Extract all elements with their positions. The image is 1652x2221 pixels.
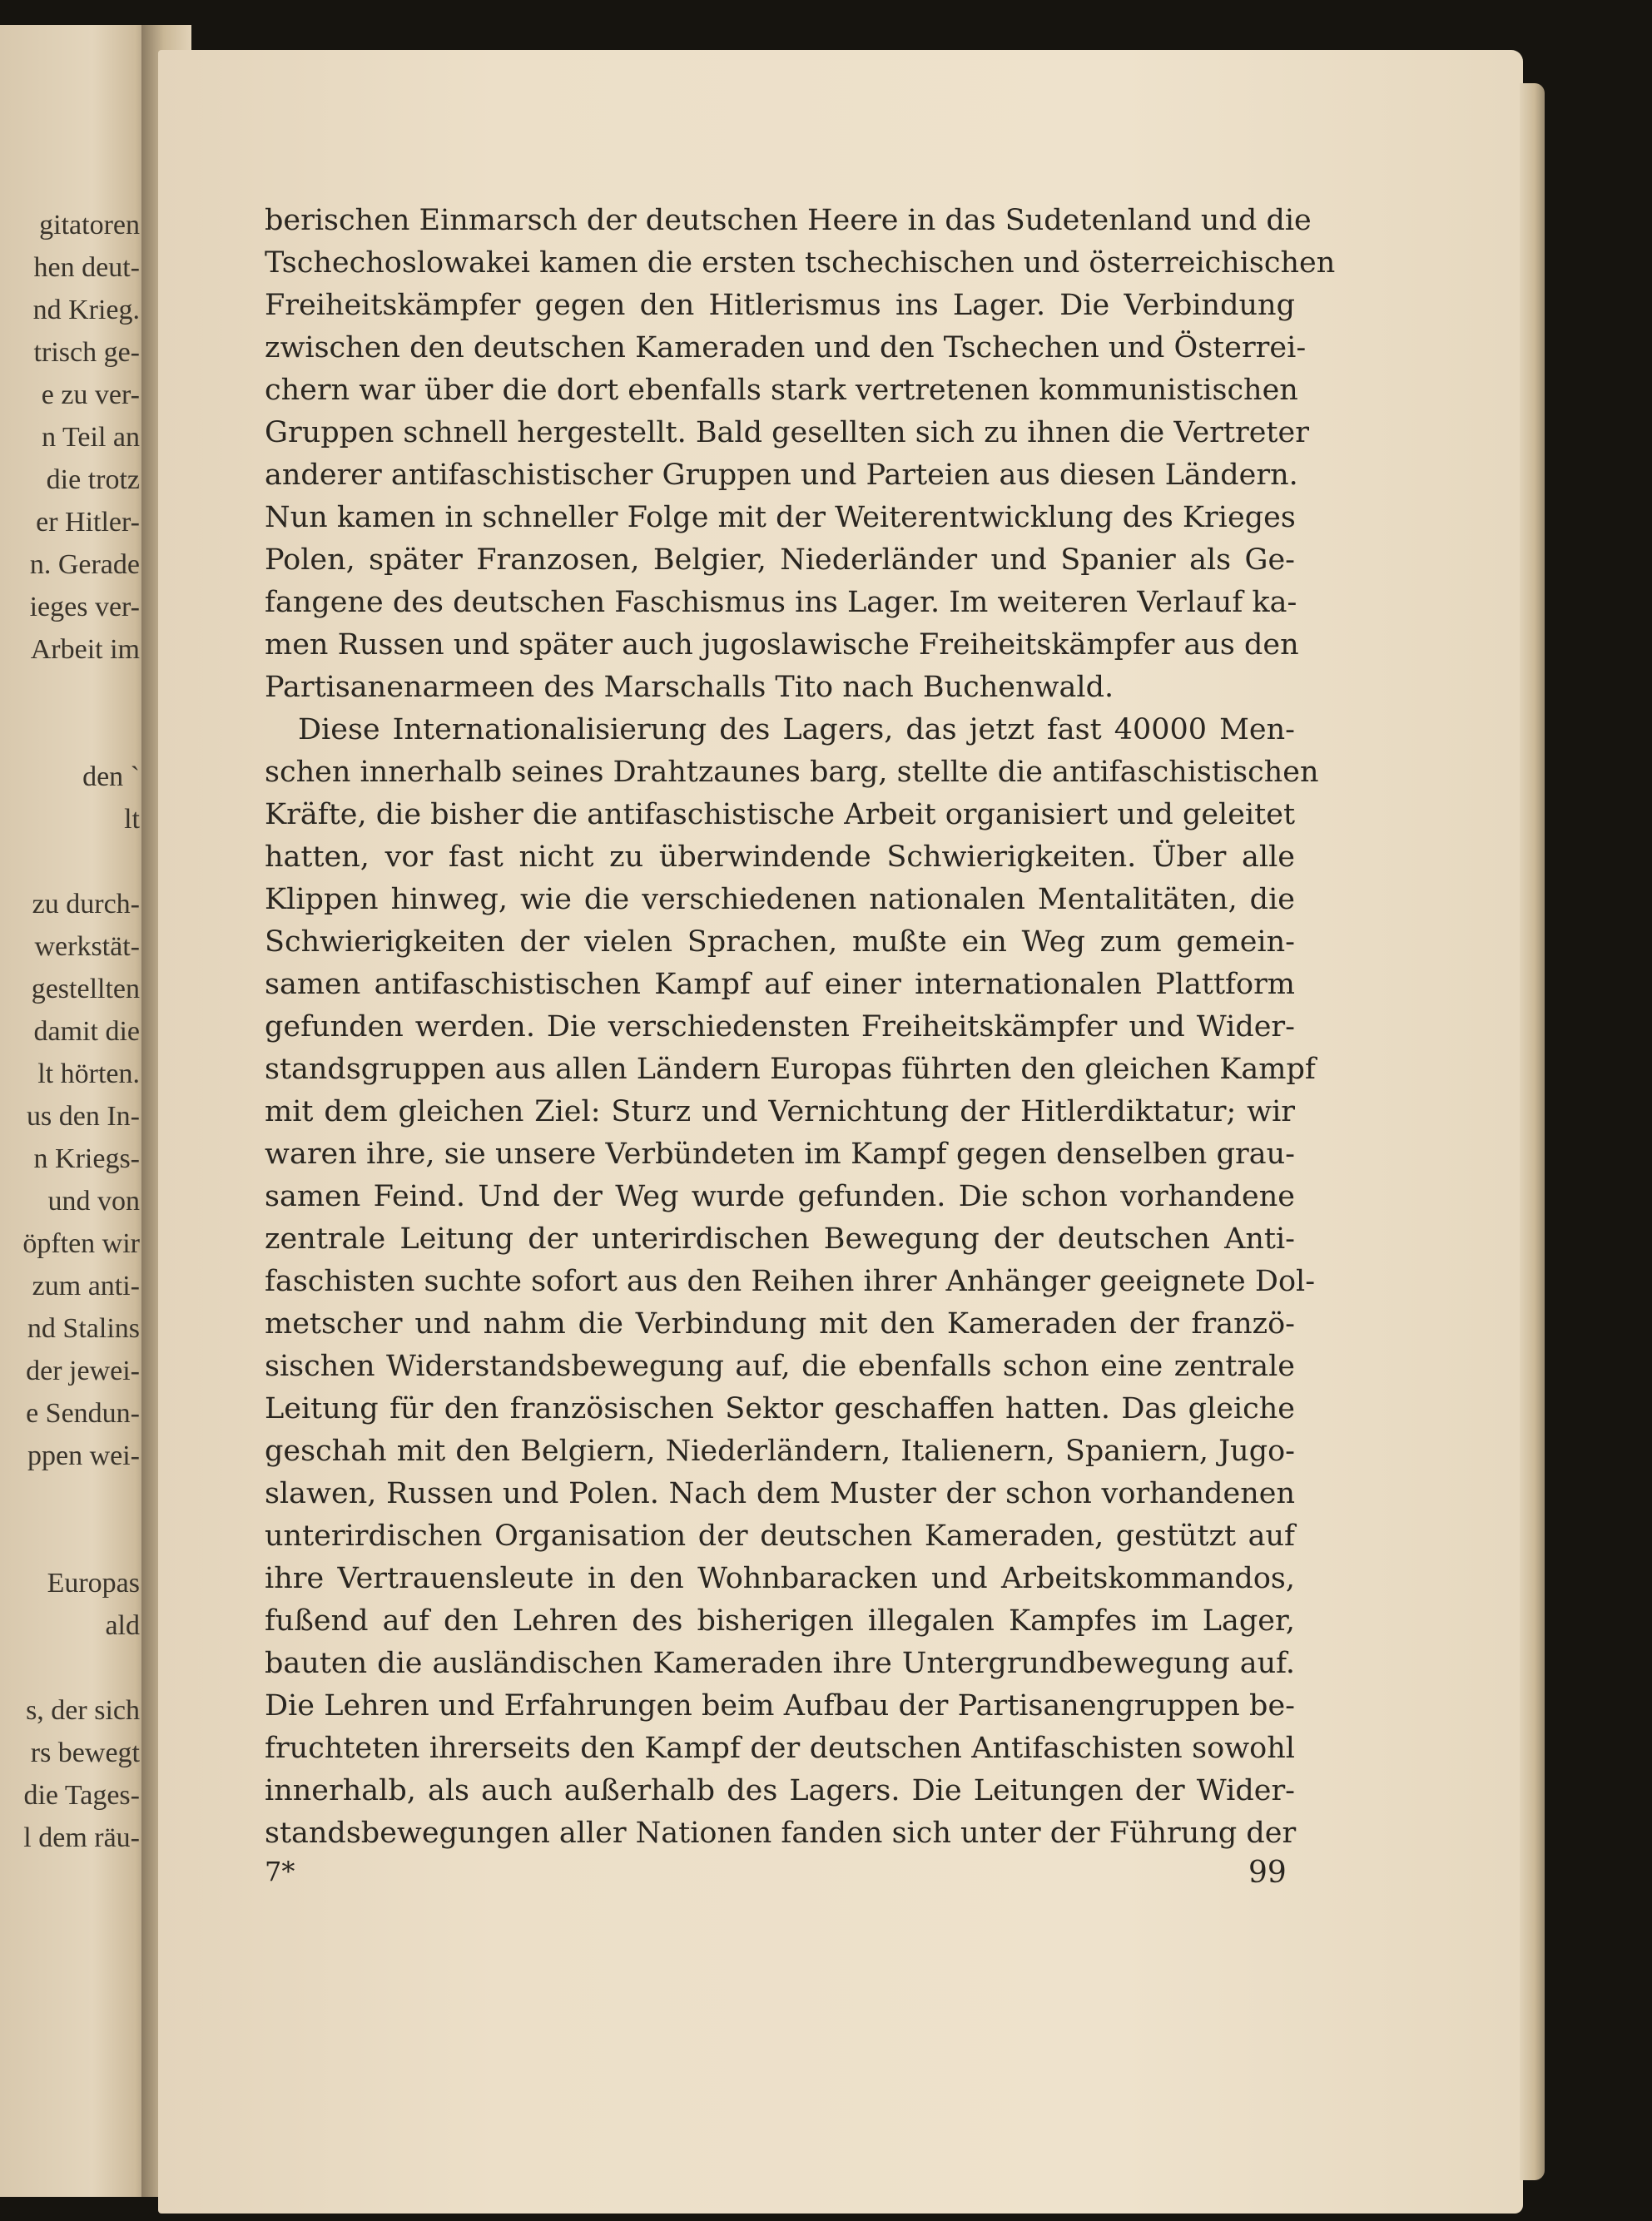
text-line: Freiheitskämpfer gegen den Hitlerismus ins Lager. Die Verbindung (265, 289, 1295, 322)
page-edge (1520, 83, 1545, 2180)
text-line: standsgruppen aus allen Ländern Europas führten den gleichen Kampf (265, 1053, 1316, 1086)
left-fragment: s, der sich (26, 1695, 140, 1726)
text-line: waren ihre, sie unsere Verbündeten im Kampf gegen denselben grau- (265, 1138, 1295, 1171)
left-fragment: ppen wei- (27, 1440, 140, 1471)
text-line: faschisten suchte sofort aus den Reihen ihrer Anhänger geeignete Dol- (265, 1265, 1316, 1298)
text-line: sischen Widerstandsbewegung auf, die ebenfalls schon eine zentrale (265, 1350, 1295, 1383)
text-line: Die Lehren und Erfahrungen beim Aufbau der Partisanengruppen be- (265, 1689, 1295, 1723)
left-fragment: us den In- (27, 1101, 140, 1132)
text-line: Schwierigkeiten der vielen Sprachen, mußte ein Weg zum gemein- (265, 925, 1295, 959)
left-fragment: die trotz (46, 464, 140, 495)
text-line: chern war über die dort ebenfalls stark vertretenen kommunistischen (265, 374, 1298, 407)
left-fragment: e Sendun- (26, 1398, 140, 1429)
text-line: Klippen hinweg, wie die verschiedenen nationalen Mentalitäten, die (265, 883, 1295, 916)
left-fragment: n. Gerade (29, 549, 140, 580)
text-line: men Russen und später auch jugoslawische Freiheitskämpfer aus den (265, 628, 1299, 662)
left-fragment: gestellten (31, 974, 140, 1004)
text-line: Nun kamen in schneller Folge mit der Weiterentwicklung des Krieges (265, 501, 1296, 534)
left-fragment: nd Stalins (27, 1313, 140, 1344)
left-fragment: zu durch- (32, 889, 140, 920)
left-fragment: öpften wir (22, 1228, 140, 1259)
text-line: Kräfte, die bisher die antifaschistische Arbeit organisiert und geleitet (265, 798, 1296, 831)
left-fragment: der jewei- (26, 1356, 140, 1386)
left-fragment: nd Krieg. (32, 295, 140, 325)
left-fragment: lt (124, 804, 140, 835)
text-line: Tschechoslowakei kamen die ersten tschechischen und österreichischen (265, 246, 1336, 280)
left-page-text (0, 204, 148, 1859)
left-fragment: l dem räu- (23, 1822, 140, 1853)
left-fragment (0, 840, 148, 883)
left-fragment: und von (47, 1186, 140, 1217)
text-line: Polen, später Franzosen, Belgier, Niederländer und Spanier als Ge- (265, 543, 1295, 577)
left-fragment: den ` (82, 761, 140, 792)
signature-mark: 7* (265, 1856, 295, 1887)
left-fragment: zum anti- (32, 1271, 140, 1301)
text-line: standsbewegungen aller Nationen fanden sich unter der Führung der (265, 1817, 1297, 1850)
left-fragment (0, 1477, 148, 1520)
left-fragment: gitatoren (39, 210, 140, 240)
text-line: metscher und nahm die Verbindung mit den Kameraden der franzö- (265, 1307, 1295, 1341)
text-line: Gruppen schnell hergestellt. Bald gesellten sich zu ihnen die Vertreter (265, 416, 1309, 449)
left-fragment (0, 671, 148, 713)
text-line: fangene des deutschen Faschismus ins Lager. Im weiteren Verlauf ka- (265, 586, 1297, 619)
left-fragment: er Hitler- (36, 507, 140, 538)
left-fragment (0, 713, 148, 756)
text-line: schen innerhalb seines Drahtzaunes barg, stellte die antifaschistischen (265, 756, 1319, 789)
text-line: berischen Einmarsch der deutschen Heere in das Sudetenland und die (265, 204, 1312, 237)
text-line: samen Feind. Und der Weg wurde gefunden. Die schon vorhandene (265, 1180, 1295, 1213)
text-line: slawen, Russen und Polen. Nach dem Muster der schon vorhandenen (265, 1477, 1295, 1510)
left-fragment: die Tages- (23, 1780, 140, 1811)
left-fragment: ieges ver- (29, 592, 140, 622)
left-fragment (0, 1520, 148, 1562)
left-fragment: lt hörten. (37, 1058, 140, 1089)
left-fragment: trisch ge- (33, 337, 140, 368)
left-fragment: n Kriegs- (33, 1143, 140, 1174)
text-line: Leitung für den französischen Sektor geschaffen hatten. Das gleiche (265, 1392, 1295, 1425)
text-line: geschah mit den Belgiern, Niederländern, Italienern, Spaniern, Jugo- (265, 1435, 1295, 1468)
text-line: innerhalb, als auch außerhalb des Lagers. Die Leitungen der Wider- (265, 1774, 1295, 1807)
text-line: Partisanenarmeen des Marschalls Tito nach Buchenwald. (265, 671, 1114, 704)
left-fragment: damit die (33, 1016, 140, 1047)
text-line: samen antifaschistischen Kampf auf einer internationalen Plattform (265, 968, 1295, 1001)
left-fragment: hen deut- (33, 252, 140, 283)
text-line: fußend auf den Lehren des bisherigen illegalen Kampfes im Lager, (265, 1604, 1295, 1638)
text-line: zentrale Leitung der unterirdischen Bewegung der deutschen Anti- (265, 1222, 1295, 1256)
left-page (0, 25, 154, 2197)
text-line: mit dem gleichen Ziel: Sturz und Vernichtung der Hitlerdiktatur; wir (265, 1095, 1295, 1128)
left-fragment: werkstät- (34, 931, 140, 962)
text-line: zwischen den deutschen Kameraden und den Tschechen und Österrei- (265, 331, 1307, 364)
text-line: bauten die ausländischen Kameraden ihre Untergrundbewegung auf. (265, 1647, 1295, 1680)
text-line: unterirdischen Organisation der deutschen Kameraden, gestützt auf (265, 1520, 1295, 1553)
main-text (265, 200, 1336, 1855)
text-line: gefunden werden. Die verschiedensten Freiheitskämpfer und Wider- (265, 1010, 1295, 1044)
text-line: hatten, vor fast nicht zu überwindende Schwierigkeiten. Über alle (265, 840, 1295, 874)
text-line: fruchteten ihrerseits den Kampf der deutschen Antifaschisten sowohl (265, 1732, 1295, 1765)
left-fragment: Arbeit im (30, 634, 140, 665)
left-fragment: n Teil an (42, 422, 140, 453)
left-fragment: ald (105, 1610, 140, 1641)
left-fragment: e zu ver- (41, 379, 140, 410)
left-fragment (0, 1647, 148, 1689)
left-fragment: Europas (47, 1568, 140, 1599)
text-line: ihre Vertrauensleute in den Wohnbaracken und Arbeitskommandos, (265, 1562, 1295, 1595)
text-line: anderer antifaschistischer Gruppen und Parteien aus diesen Ländern. (265, 459, 1298, 492)
page-number: 99 (1248, 1856, 1287, 1890)
text-line: Diese Internationalisierung des Lagers, das jetzt fast 40000 Men- (298, 713, 1295, 746)
left-fragment: rs bewegt (30, 1738, 140, 1768)
